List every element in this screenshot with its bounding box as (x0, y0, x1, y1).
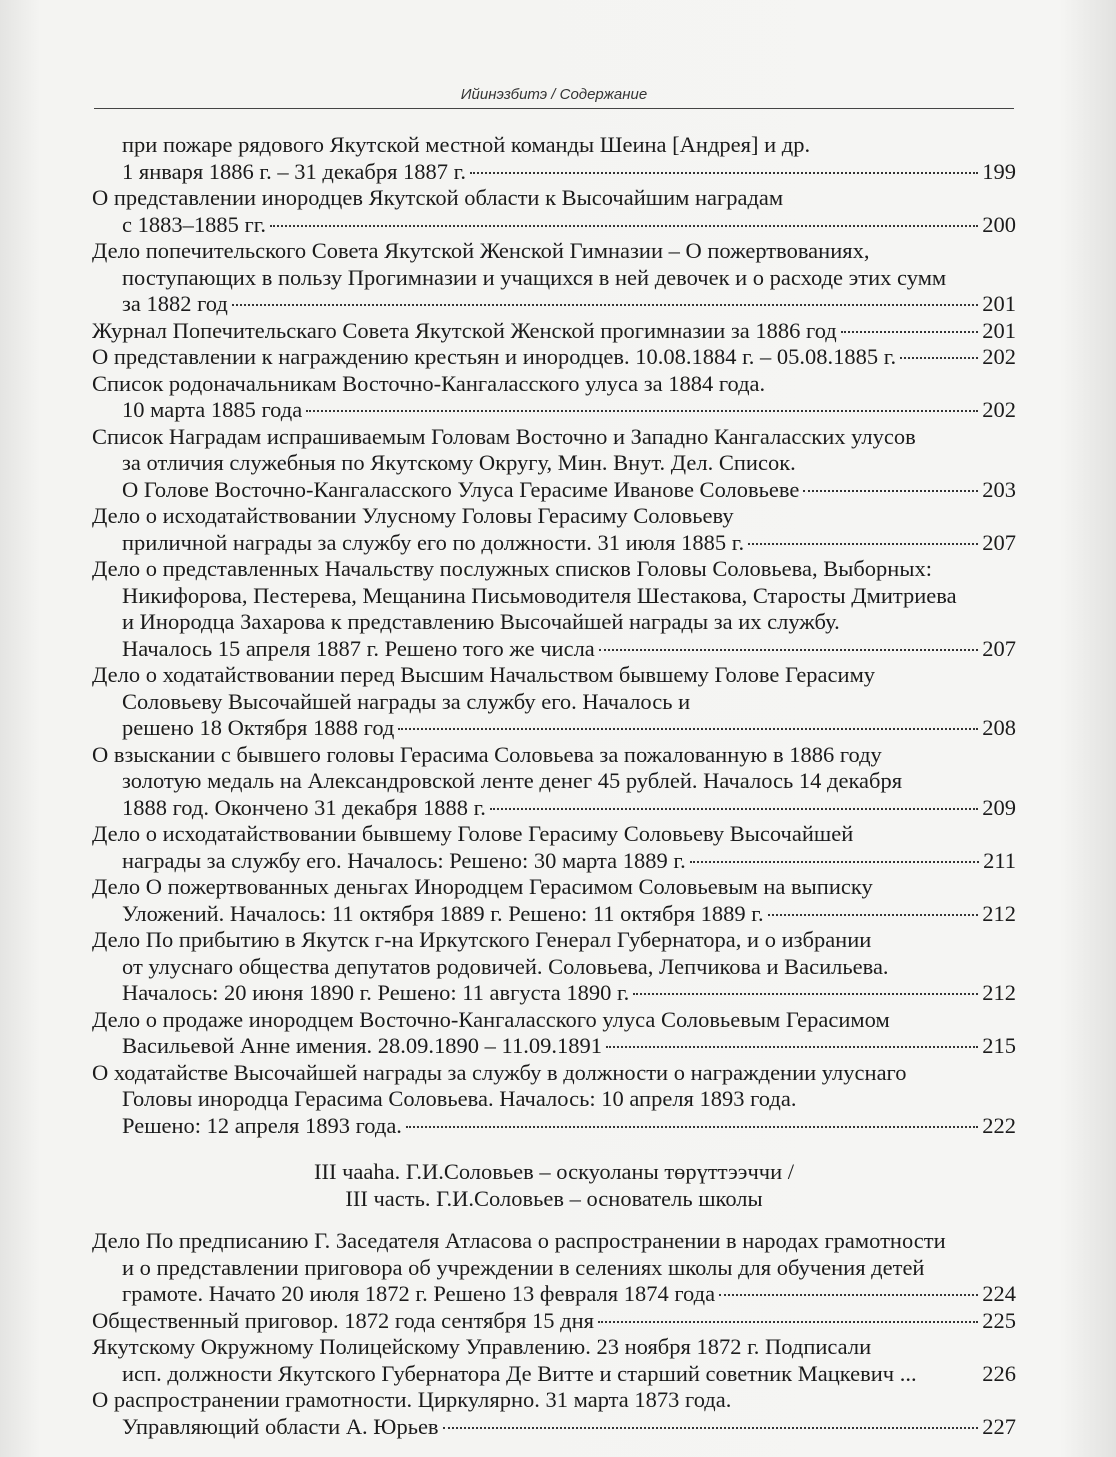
dot-leader (748, 543, 978, 545)
table-of-contents (92, 132, 1016, 1440)
toc-entry (92, 318, 1016, 345)
toc-entry-text: за 1882 год (122, 291, 228, 316)
toc-entry-line: О распространении грамотности. Циркулярно. 31 марта 1873 года. (92, 1387, 732, 1412)
toc-entry-leader-row (92, 212, 1016, 239)
toc-entry-leader-row (92, 1113, 1016, 1140)
toc-entry-text: О представлении к награждению крестьян и инородцев. 10.08.1884 г. – 05.08.1885 г. (92, 344, 897, 369)
toc-entry-line: Дело По прибытию в Якутск г-на Иркутского Генерал Губернатора, и о избрании (92, 927, 872, 952)
toc-entry (92, 1387, 1016, 1440)
dot-leader (398, 728, 978, 730)
toc-entry-text: с 1883–1885 гг. (122, 211, 267, 237)
page-number: 207 (982, 635, 1016, 661)
toc-entry-leader-row (92, 1361, 1016, 1388)
dot-leader (599, 649, 978, 651)
toc-entry-text: награды за службу его. Началось: Решено: 30 марта 1889 г. (122, 847, 686, 873)
toc-list-part2 (92, 132, 1016, 1139)
toc-entry-line: Дело о представленных Начальству послужных списков Головы Соловьева, Выборных: (92, 556, 932, 581)
toc-entry-line: О представлении инородцев Якутской области к Высочайшим наградам (92, 185, 784, 210)
page-number: 202 (982, 397, 1016, 422)
toc-entry-line: Головы инородца Герасима Соловьева. Началось: 10 апреля 1893 года. (122, 1086, 797, 1111)
toc-entry-text: 10 марта 1885 года (122, 397, 303, 422)
toc-entry-leader-row (92, 1414, 1016, 1441)
toc-entry (92, 1228, 1016, 1308)
toc-entry-leader-row (92, 1308, 1016, 1335)
toc-entry-line: Никифорова, Пестерева, Мещанина Письмоводителя Шестакова, Старосты Дмитриева (122, 582, 957, 608)
dot-leader (768, 914, 979, 916)
toc-entry-leader-row (92, 795, 1016, 822)
toc-entry-line: Дело По предписанию Г. Заседателя Атласова о распространении в народах грамотности (92, 1228, 946, 1253)
page-number: 224 (982, 1281, 1016, 1306)
toc-entry (92, 874, 1016, 927)
toc-entry-leader-row (92, 636, 1016, 663)
toc-entry (92, 424, 1016, 504)
page-number: 202 (982, 344, 1016, 369)
dot-leader (443, 1427, 979, 1429)
toc-entry-leader-row (92, 397, 1016, 424)
toc-entry-text: Общественный приговор. 1872 года сентября 15 дня (92, 1307, 594, 1333)
toc-entry (92, 238, 1016, 318)
toc-entry-line: Дело попечительского Совета Якутской Женской Гимназии – О пожертвованиях, (92, 238, 870, 263)
toc-entry-text: Управляющий области А. Юрьев (122, 1413, 439, 1439)
page-number: 215 (982, 1033, 1016, 1058)
toc-entry-line: Дело о исходатайствовании Улусному Головы Герасиму Соловьеву (92, 503, 734, 528)
toc-entry (92, 556, 1016, 662)
toc-entry-leader-row (92, 477, 1016, 504)
dot-leader (270, 225, 978, 227)
toc-entry-text: Журнал Попечительскаго Совета Якутской Женской прогимназии за 1886 год (92, 317, 837, 343)
toc-entry-line: и Инородца Захарова к представлению Высочайшей награды за их службу. (122, 609, 840, 634)
dot-leader (232, 304, 978, 306)
toc-entry-leader-row (92, 1281, 1016, 1308)
page-number: 209 (982, 794, 1016, 820)
toc-entry (92, 344, 1016, 371)
toc-entry (92, 821, 1016, 874)
toc-entry (92, 1308, 1016, 1335)
toc-entry-line: и о представлении приговора об учреждении в селениях школы для обучения детей (122, 1254, 925, 1280)
toc-entry (92, 742, 1016, 822)
toc-entry-line: за отличия служебныя по Якутскому Округу, Мин. Внут. Дел. Список. (122, 450, 796, 475)
toc-entry-text: О Голове Восточно-Кангаласского Улуса Герасиме Иванове Соловьеве (122, 476, 800, 502)
toc-entry-text: приличной награды за службу его по должности. 31 июля 1885 г. (122, 529, 745, 555)
page-number: 212 (982, 980, 1016, 1005)
toc-entry-text: 1888 год. Окончено 31 декабря 1888 г. (122, 794, 486, 820)
toc-entry-leader-row (92, 344, 1016, 371)
toc-entry (92, 927, 1016, 1007)
toc-entry-line: Соловьеву Высочайшей награды за службу его. Началось и (122, 688, 691, 714)
toc-entry-line: золотую медаль на Александровской ленте денег 45 рублей. Началось 14 декабря (122, 768, 903, 793)
dot-leader (900, 357, 978, 359)
toc-entry-line: поступающих в пользу Прогимназии и учащихся в ней девочек и о расходе этих сумм (122, 264, 947, 290)
toc-entry-leader-row (92, 159, 1016, 186)
dot-leader (841, 331, 978, 333)
dot-leader (606, 1046, 978, 1048)
page-number: 211 (983, 847, 1016, 873)
toc-entry-text: грамоте. Начато 20 июля 1872 г. Решено 13 февраля 1874 года (122, 1281, 716, 1306)
toc-entry-line: Дело о ходатайствовании перед Высшим Начальством бывшему Голове Герасиму (92, 662, 876, 687)
toc-entry-line: О взыскании с бывшего головы Герасима Соловьева за пожалованную в 1886 году (92, 741, 882, 767)
toc-entry (92, 371, 1016, 424)
page-number: 227 (982, 1413, 1016, 1439)
dot-leader (803, 490, 978, 492)
toc-entry (92, 1334, 1016, 1387)
toc-entry-line: при пожаре рядового Якутской местной команды Шеина [Андрея] и др. (122, 132, 811, 157)
dot-leader (490, 808, 978, 810)
toc-entry-text: Началось: 20 июня 1890 г. Решено: 11 августа 1890 г. (122, 980, 630, 1005)
toc-entry-line: О ходатайстве Высочайшей награды за службу в должности о награждении улуснаго (92, 1059, 907, 1085)
toc-entry-line: Дело о исходатайствовании бывшему Голове Герасиму Соловьеву Высочайшей (92, 821, 854, 846)
section-title-russian: III часть. Г.И.Соловьев – основатель школы (345, 1185, 763, 1211)
dot-leader (406, 1126, 978, 1128)
toc-entry-text: решено 18 Октября 1888 год (122, 715, 395, 740)
toc-entry-leader-row (92, 291, 1016, 318)
toc-entry-line: Дело о продаже инородцем Восточно-Кангаласского улуса Соловьевым Герасимом (92, 1006, 890, 1032)
page-number: 199 (982, 158, 1016, 184)
toc-list-part3 (92, 1228, 1016, 1440)
toc-entry (92, 662, 1016, 742)
toc-entry-line: Список Наградам испрашиваемым Головам Восточно и Западно Кангаласских улусов (92, 423, 916, 449)
page-number: 201 (982, 317, 1016, 343)
page-number: 200 (982, 211, 1016, 237)
page-number: 201 (982, 291, 1016, 316)
toc-entry (92, 1060, 1016, 1140)
page-number: 212 (982, 900, 1016, 926)
section-title-yakut: III чааhа. Г.И.Соловьев – оскуоланы төрүттээччи / (313, 1159, 794, 1184)
page-number: 207 (982, 529, 1016, 555)
toc-entry-text: Решено: 12 апреля 1893 года. (122, 1112, 402, 1138)
toc-entry-text: исп. должности Якутского Губернатора Де Витте и старший советник Мацкевич ... (122, 1360, 917, 1386)
dot-leader (470, 172, 978, 174)
header-title: Ийинэзбитэ / Содержание (460, 86, 648, 103)
toc-entry-text: Началось 15 апреля 1887 г. Решено того же числа (122, 635, 595, 661)
page-number: 203 (982, 476, 1016, 502)
toc-entry-line: от улуснаго общества депутатов родовичей. Соловьева, Лепчикова и Васильева. (122, 953, 889, 979)
toc-entry-leader-row (92, 715, 1016, 742)
page-number: 226 (982, 1360, 1016, 1386)
toc-entry-leader-row (92, 901, 1016, 928)
toc-entry-line: Якутскому Окружному Полицейскому Управлению. 23 ноября 1872 г. Подписали (92, 1334, 872, 1359)
toc-entry (92, 1007, 1016, 1060)
dot-leader (633, 993, 978, 995)
page-number: 222 (982, 1112, 1016, 1138)
page-number: 225 (982, 1307, 1016, 1333)
toc-entry-leader-row (92, 1033, 1016, 1060)
toc-entry-text: Уложений. Началось: 11 октября 1889 г. Решено: 11 октября 1889 г. (122, 900, 764, 926)
dot-leader (690, 861, 979, 863)
dot-leader (598, 1321, 978, 1323)
toc-entry-line: Дело О пожертвованных деньгах Инородцем Герасимом Соловьевым на выписку (92, 874, 873, 899)
toc-entry (92, 185, 1016, 238)
toc-entry-leader-row (92, 848, 1016, 875)
running-header (94, 86, 1014, 109)
toc-entry (92, 503, 1016, 556)
toc-entry-text: 1 января 1886 г. – 31 декабря 1887 г. (122, 158, 466, 184)
toc-entry-leader-row (92, 980, 1016, 1007)
toc-entry-leader-row (92, 530, 1016, 557)
toc-entry-text: Васильевой Анне имения. 28.09.1890 – 11.09.1891 (122, 1033, 602, 1058)
toc-entry-line: Список родоначальникам Восточно-Кангаласского улуса за 1884 года. (92, 370, 766, 396)
toc-entry (92, 132, 1016, 185)
page-number: 208 (982, 715, 1016, 740)
toc-entry-leader-row (92, 318, 1016, 345)
dot-leader (306, 410, 978, 412)
dot-leader (719, 1294, 978, 1296)
section-heading (92, 1159, 1016, 1212)
